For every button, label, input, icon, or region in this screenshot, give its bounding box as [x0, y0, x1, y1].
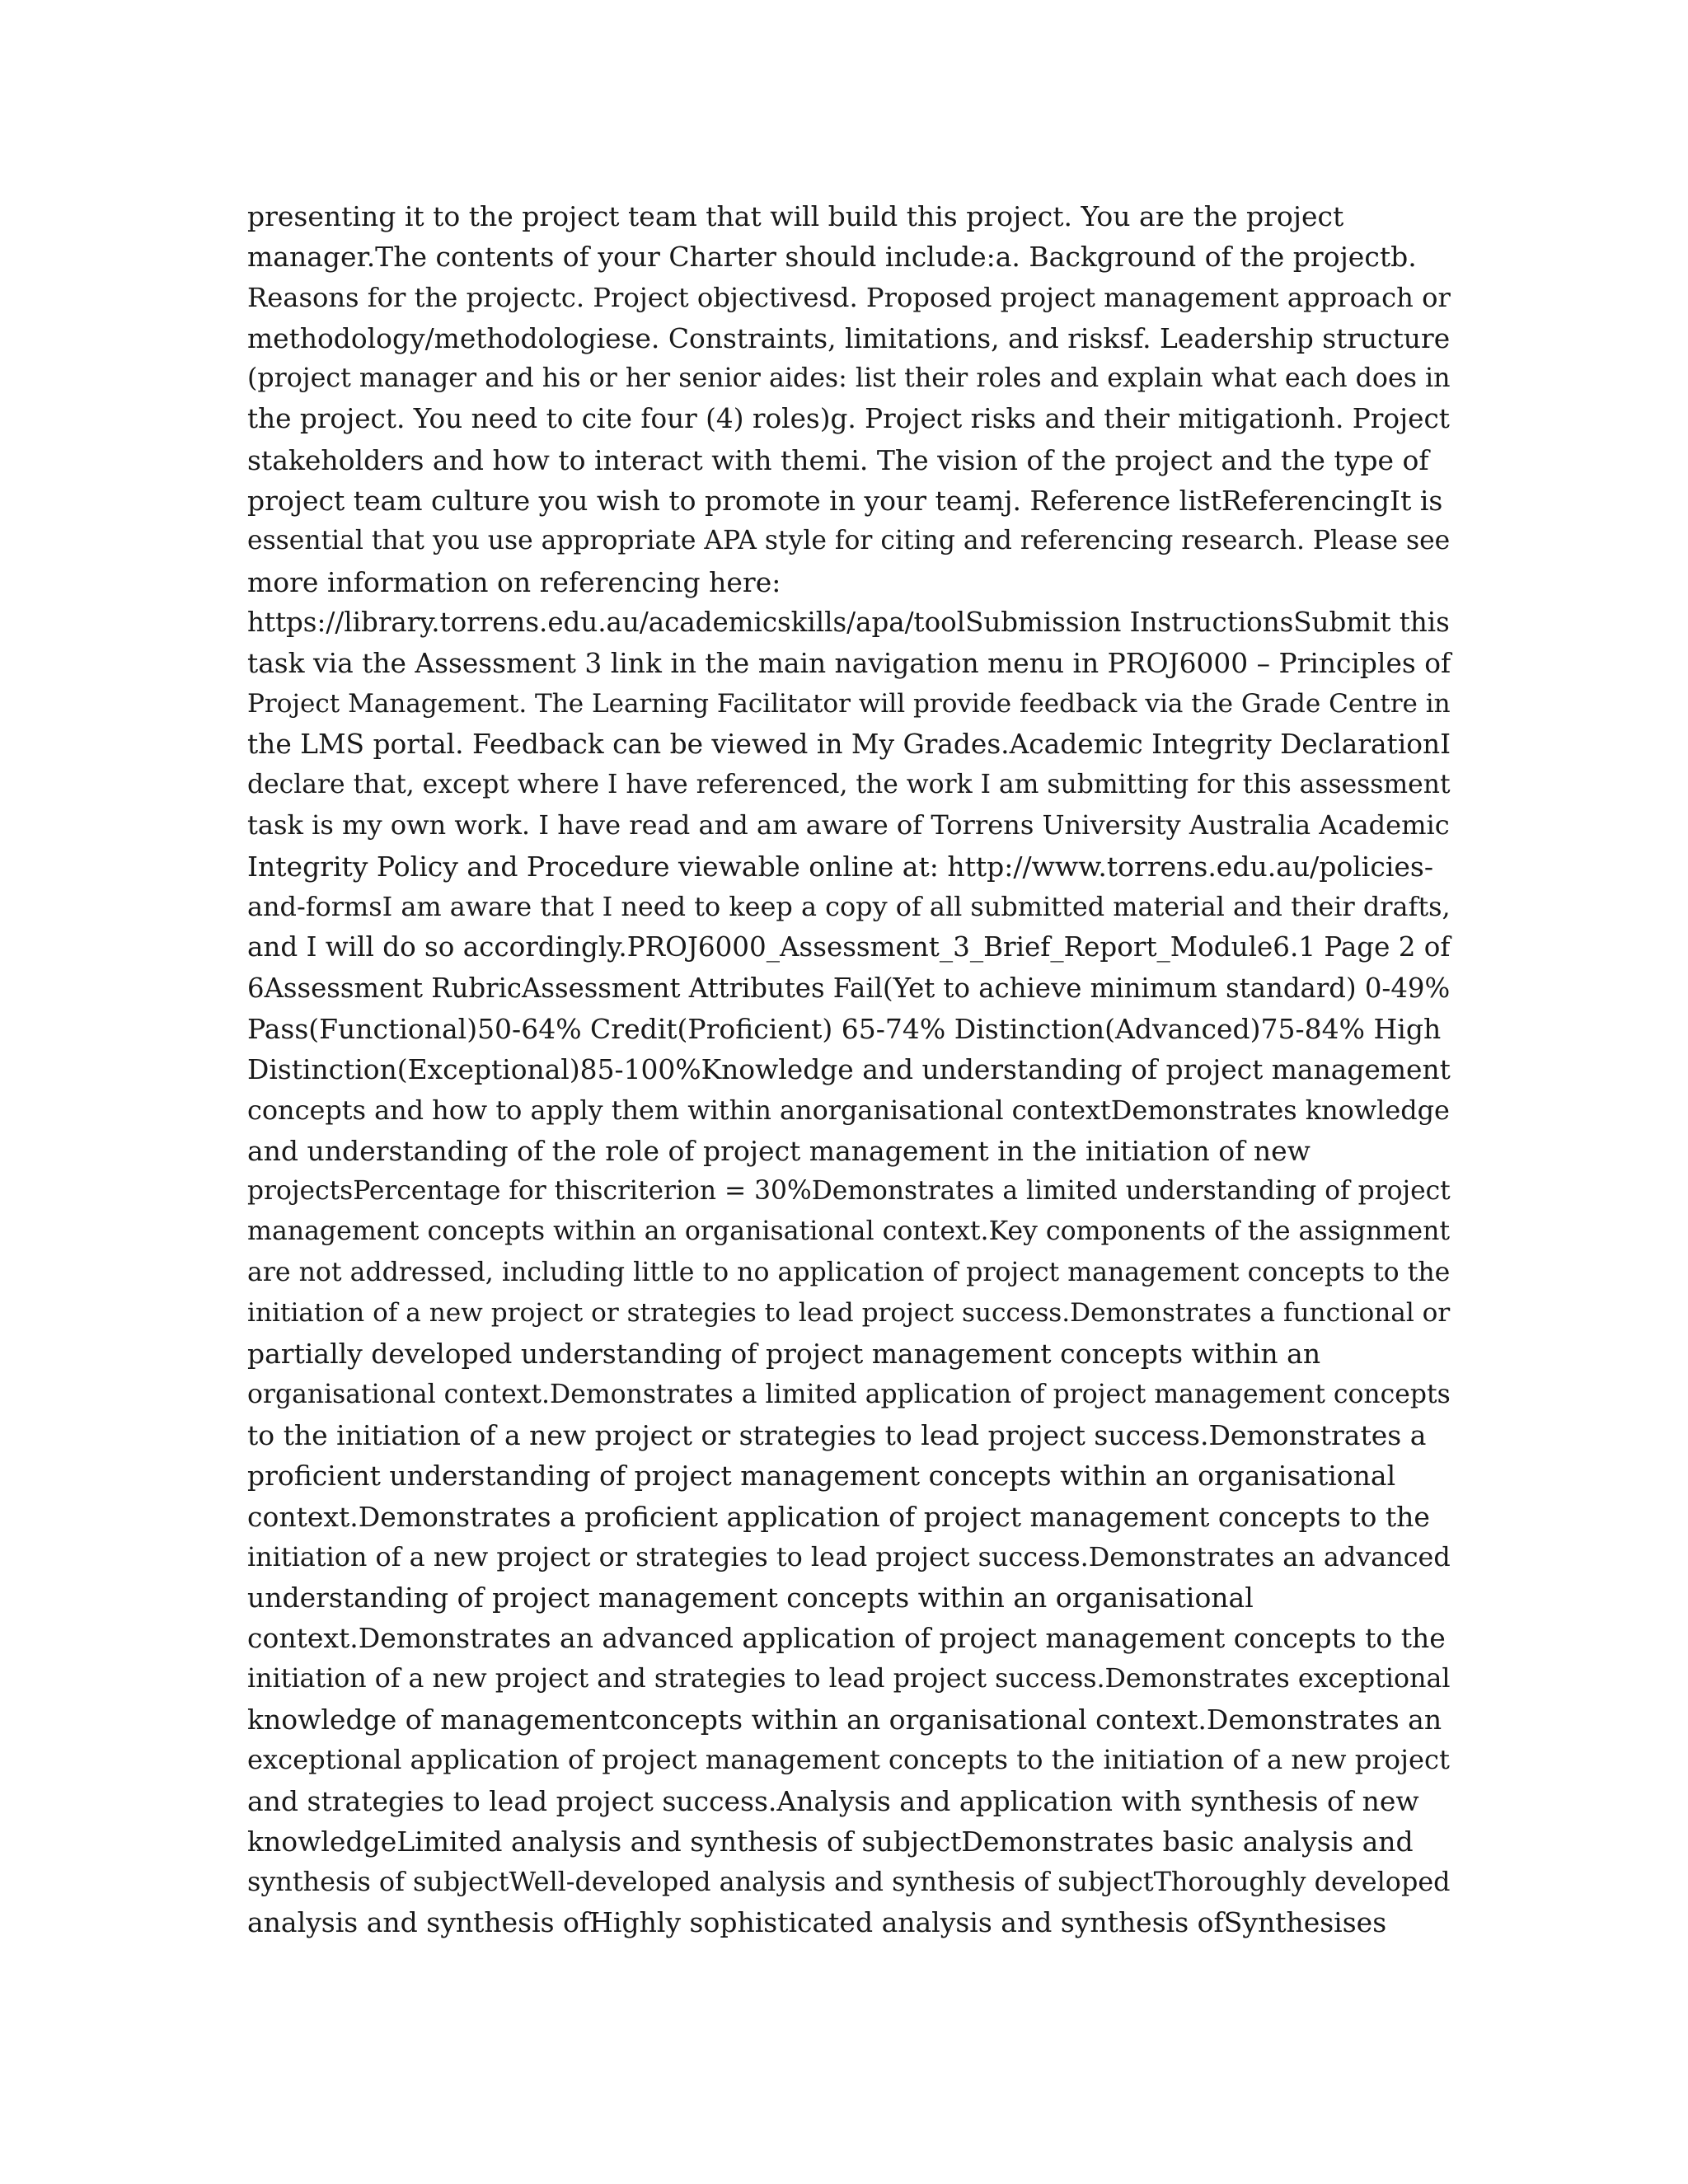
text-line: partially developed understanding of project management concepts within an	[247, 1338, 1321, 1371]
text-line: task is my own work. I have read and am aware of Torrens University Australia Academic	[247, 809, 1450, 841]
text-line: context.Demonstrates an advanced application of project management concepts to the	[247, 1622, 1446, 1655]
text-line: context.Demonstrates a proficient application of project management concepts to the	[247, 1500, 1430, 1533]
text-line: Pass(Functional)50-64% Credit(Proficient) 65-74% Distinction(Advanced)75-84% High	[247, 1012, 1442, 1045]
text-line: methodology/methodologiese. Constraints, limitations, and risksf. Leadership structure	[247, 321, 1451, 354]
text-line: task via the Assessment 3 link in the main navigation menu in PROJ6000 – Principles of	[247, 647, 1451, 680]
text-line: manager.The contents of your Charter should include:a. Background of the projectb.	[247, 241, 1417, 274]
text-line: the LMS portal. Feedback can be viewed in My Grades.Academic Integrity DeclarationI	[247, 728, 1451, 760]
text-line: project team culture you wish to promote in your teamj. Reference listReferencingIt is	[247, 485, 1443, 518]
text-line: synthesis of subjectWell-developed analysis and synthesis of subjectThoroughly developed	[247, 1866, 1451, 1898]
text-line: more information on referencing here:	[247, 565, 781, 598]
text-line: to the initiation of a new project or strategies to lead project success.Demonstrates a	[247, 1418, 1427, 1451]
text-line: and I will do so accordingly.PROJ6000_Assessment_3_Brief_Report_Module6.1 Page 2 of	[247, 931, 1451, 963]
text-line: the project. You need to cite four (4) roles)g. Project risks and their mitigationh. Project	[247, 403, 1450, 435]
body-text	[247, 196, 1451, 1943]
text-line: knowledge of managementconcepts within an organisational context.Demonstrates an	[247, 1703, 1442, 1736]
text-line: stakeholders and how to interact with themi. The vision of the project and the type of	[247, 443, 1429, 476]
text-line: (project manager and his or her senior aides: list their roles and explain what each does in	[247, 363, 1451, 394]
text-line: Project Management. The Learning Facilitator will provide feedback via the Grade Centre in	[247, 688, 1451, 719]
text-line: initiation of a new project or strategies to lead project success.Demonstrates an advanced	[247, 1540, 1451, 1572]
text-line: and understanding of the role of project management in the initiation of new	[247, 1134, 1311, 1167]
text-line: proficient understanding of project management concepts within an organisational	[247, 1460, 1396, 1493]
text-line: declare that, except where I have referenced, the work I am submitting for this assessment	[247, 770, 1451, 800]
text-line-link: Integrity Policy and Procedure viewable online at: http://www.torrens.edu.au/policies-	[247, 850, 1433, 883]
text-line: understanding of project management concepts within an organisational	[247, 1582, 1254, 1615]
text-line: and-formsI am aware that I need to keep a copy of all submitted material and their drafts,	[247, 891, 1451, 923]
text-line: knowledgeLimited analysis and synthesis of subjectDemonstrates basic analysis and	[247, 1825, 1414, 1858]
text-line: presenting it to the project team that will build this project. You are the project	[247, 200, 1344, 232]
text-line-link: https://library.torrens.edu.au/academicskills/apa/toolSubmission InstructionsSubmit this	[247, 606, 1450, 638]
text-line: are not addressed, including little to no application of project management concepts to the	[247, 1257, 1451, 1287]
text-line: and strategies to lead project success.Analysis and application with synthesis of new	[247, 1784, 1419, 1817]
text-line: projectsPercentage for thiscriterion = 30%Demonstrates a limited understanding of project	[247, 1176, 1451, 1207]
text-line: 6Assessment RubricAssessment Attributes Fail(Yet to achieve minimum standard) 0-49%	[247, 972, 1451, 1004]
text-line: concepts and how to apply them within anorganisational contextDemonstrates knowledge	[247, 1094, 1450, 1126]
text-line: initiation of a new project or strategies to lead project success.Demonstrates a functional or	[247, 1298, 1451, 1329]
text-line: Distinction(Exceptional)85-100%Knowledge and understanding of project management	[247, 1053, 1451, 1086]
text-line: Reasons for the projectc. Project objectivesd. Proposed project management approach or	[247, 281, 1451, 313]
text-line: exceptional application of project management concepts to the initiation of a new project	[247, 1744, 1450, 1776]
text-line: initiation of a new project and strategies to lead project success.Demonstrates exceptional	[247, 1663, 1451, 1694]
text-line: organisational context.Demonstrates a limited application of project management concepts	[247, 1379, 1451, 1409]
text-line: essential that you use appropriate APA style for citing and referencing research. Please see	[247, 526, 1451, 556]
text-line: analysis and synthesis ofHighly sophisticated analysis and synthesis ofSynthesises	[247, 1906, 1387, 1939]
text-line: management concepts within an organisational context.Key components of the assignment	[247, 1216, 1451, 1247]
